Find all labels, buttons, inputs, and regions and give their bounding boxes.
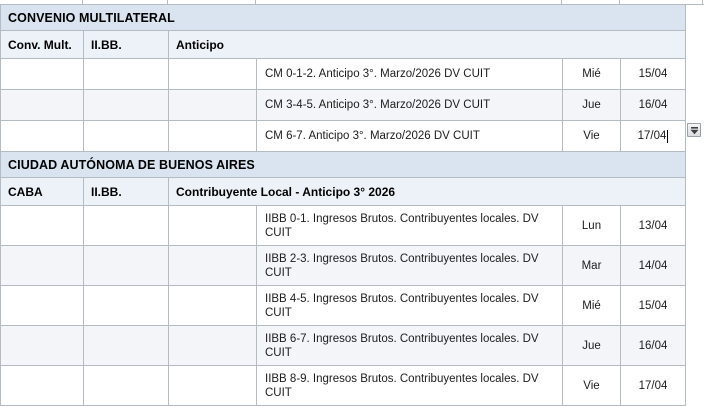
date-cell[interactable]: [621, 206, 686, 246]
description-cell[interactable]: IIBB 2-3. Ingresos Brutos. Contribuyentes locales. DV CUIT: [257, 246, 563, 286]
date-text: 15/04: [638, 299, 668, 312]
spacer-cell[interactable]: [169, 366, 257, 406]
sections-host: [0, 5, 686, 406]
date-cell[interactable]: [621, 121, 686, 152]
spacer-cell[interactable]: [169, 90, 257, 121]
section-header: [1, 5, 686, 31]
col-header-anticipo: Contribuyente Local - Anticipo 3° 2026: [169, 178, 686, 206]
date-text: 13/04: [638, 219, 668, 232]
schedule-row: [1, 246, 686, 286]
section: [1, 5, 686, 152]
date-cell[interactable]: [621, 246, 686, 286]
jurisdiction-cell[interactable]: [1, 206, 84, 246]
column-header-row: [1, 31, 686, 59]
jurisdiction-cell[interactable]: [1, 59, 84, 90]
date-text: 16/04: [638, 99, 668, 111]
jurisdiction-cell[interactable]: [1, 90, 84, 121]
day-cell[interactable]: Jue: [563, 90, 621, 121]
col-header-iibb: II.BB.: [84, 31, 169, 59]
spacer-cell[interactable]: [169, 121, 257, 152]
day-cell[interactable]: Vie: [563, 121, 621, 152]
jurisdiction-cell[interactable]: [1, 326, 84, 366]
col-header-anticipo: Anticipo: [169, 31, 686, 59]
iibb-cell[interactable]: [84, 326, 169, 366]
rows: [1, 206, 686, 406]
date-cell[interactable]: [621, 286, 686, 326]
spacer-cell[interactable]: [169, 206, 257, 246]
iibb-cell[interactable]: [84, 206, 169, 246]
jurisdiction-cell[interactable]: [1, 121, 84, 152]
date-text: 17/04: [638, 379, 668, 392]
col-header-iibb: II.BB.: [84, 178, 169, 206]
column-header-row: [1, 178, 686, 206]
schedule-row: [1, 59, 686, 90]
partial-cell: [83, 0, 168, 4]
description-cell[interactable]: CM 0-1-2. Anticipo 3°. Marzo/2026 DV CUIT: [257, 59, 563, 90]
date-text: 16/04: [638, 339, 668, 352]
col-header-jurisdiction: Conv. Mult.: [1, 31, 84, 59]
iibb-cell[interactable]: [84, 246, 169, 286]
description-cell[interactable]: IIBB 4-5. Ingresos Brutos. Contribuyentes locales. DV CUIT: [257, 286, 563, 326]
partial-cell: [620, 0, 703, 4]
section-title: CONVENIO MULTILATERAL: [8, 10, 175, 25]
jurisdiction-cell[interactable]: [1, 366, 84, 406]
schedule-row: [1, 90, 686, 121]
spacer-cell[interactable]: [169, 326, 257, 366]
spacer-cell[interactable]: [169, 59, 257, 90]
description-cell[interactable]: CM 6-7. Anticipo 3°. Marzo/2026 DV CUIT: [257, 121, 563, 152]
iibb-cell[interactable]: [84, 59, 169, 90]
spacer-cell[interactable]: [169, 286, 257, 326]
schedule-row: [1, 366, 686, 406]
section: [1, 152, 686, 406]
spacer-cell[interactable]: [169, 246, 257, 286]
description-cell[interactable]: IIBB 8-9. Ingresos Brutos. Contribuyentes locales. DV CUIT: [257, 366, 563, 406]
date-cell[interactable]: [621, 326, 686, 366]
iibb-cell[interactable]: [84, 366, 169, 406]
iibb-cell[interactable]: [84, 90, 169, 121]
partial-cell: [256, 0, 562, 4]
partial-cell: [0, 0, 83, 4]
day-cell[interactable]: Mar: [563, 246, 621, 286]
description-cell[interactable]: CM 3-4-5. Anticipo 3°. Marzo/2026 DV CUIT: [257, 90, 563, 121]
schedule-row: [1, 206, 686, 246]
date-cell[interactable]: [621, 90, 686, 121]
date-cell[interactable]: [621, 366, 686, 406]
partial-cell: [562, 0, 620, 4]
schedule-row: [1, 326, 686, 366]
date-cell[interactable]: [621, 59, 686, 90]
schedule-row: [1, 121, 686, 152]
date-text: 14/04: [638, 259, 668, 272]
rows: [1, 59, 686, 152]
col-header-jurisdiction: CABA: [1, 178, 84, 206]
partial-cell: [168, 0, 256, 4]
section-title: CIUDAD AUTÓNOMA DE BUENOS AIRES: [8, 157, 255, 172]
day-cell[interactable]: Mié: [563, 286, 621, 326]
day-cell[interactable]: Lun: [563, 206, 621, 246]
dropdown-button[interactable]: [687, 123, 701, 137]
date-text: 17/04: [637, 130, 667, 142]
description-cell[interactable]: IIBB 0-1. Ingresos Brutos. Contribuyentes locales. DV CUIT: [257, 206, 563, 246]
jurisdiction-cell[interactable]: [1, 246, 84, 286]
section-header: [1, 152, 686, 178]
iibb-cell[interactable]: [84, 286, 169, 326]
day-cell[interactable]: Jue: [563, 326, 621, 366]
jurisdiction-cell[interactable]: [1, 286, 84, 326]
schedule-row: [1, 286, 686, 326]
day-cell[interactable]: Vie: [563, 366, 621, 406]
combo-arrow-down-icon: [690, 126, 699, 135]
iibb-cell[interactable]: [84, 121, 169, 152]
text-caret: [667, 130, 668, 143]
day-cell[interactable]: Mié: [563, 59, 621, 90]
date-text: 15/04: [638, 68, 668, 80]
description-cell[interactable]: IIBB 6-7. Ingresos Brutos. Contribuyentes locales. DV CUIT: [257, 326, 563, 366]
